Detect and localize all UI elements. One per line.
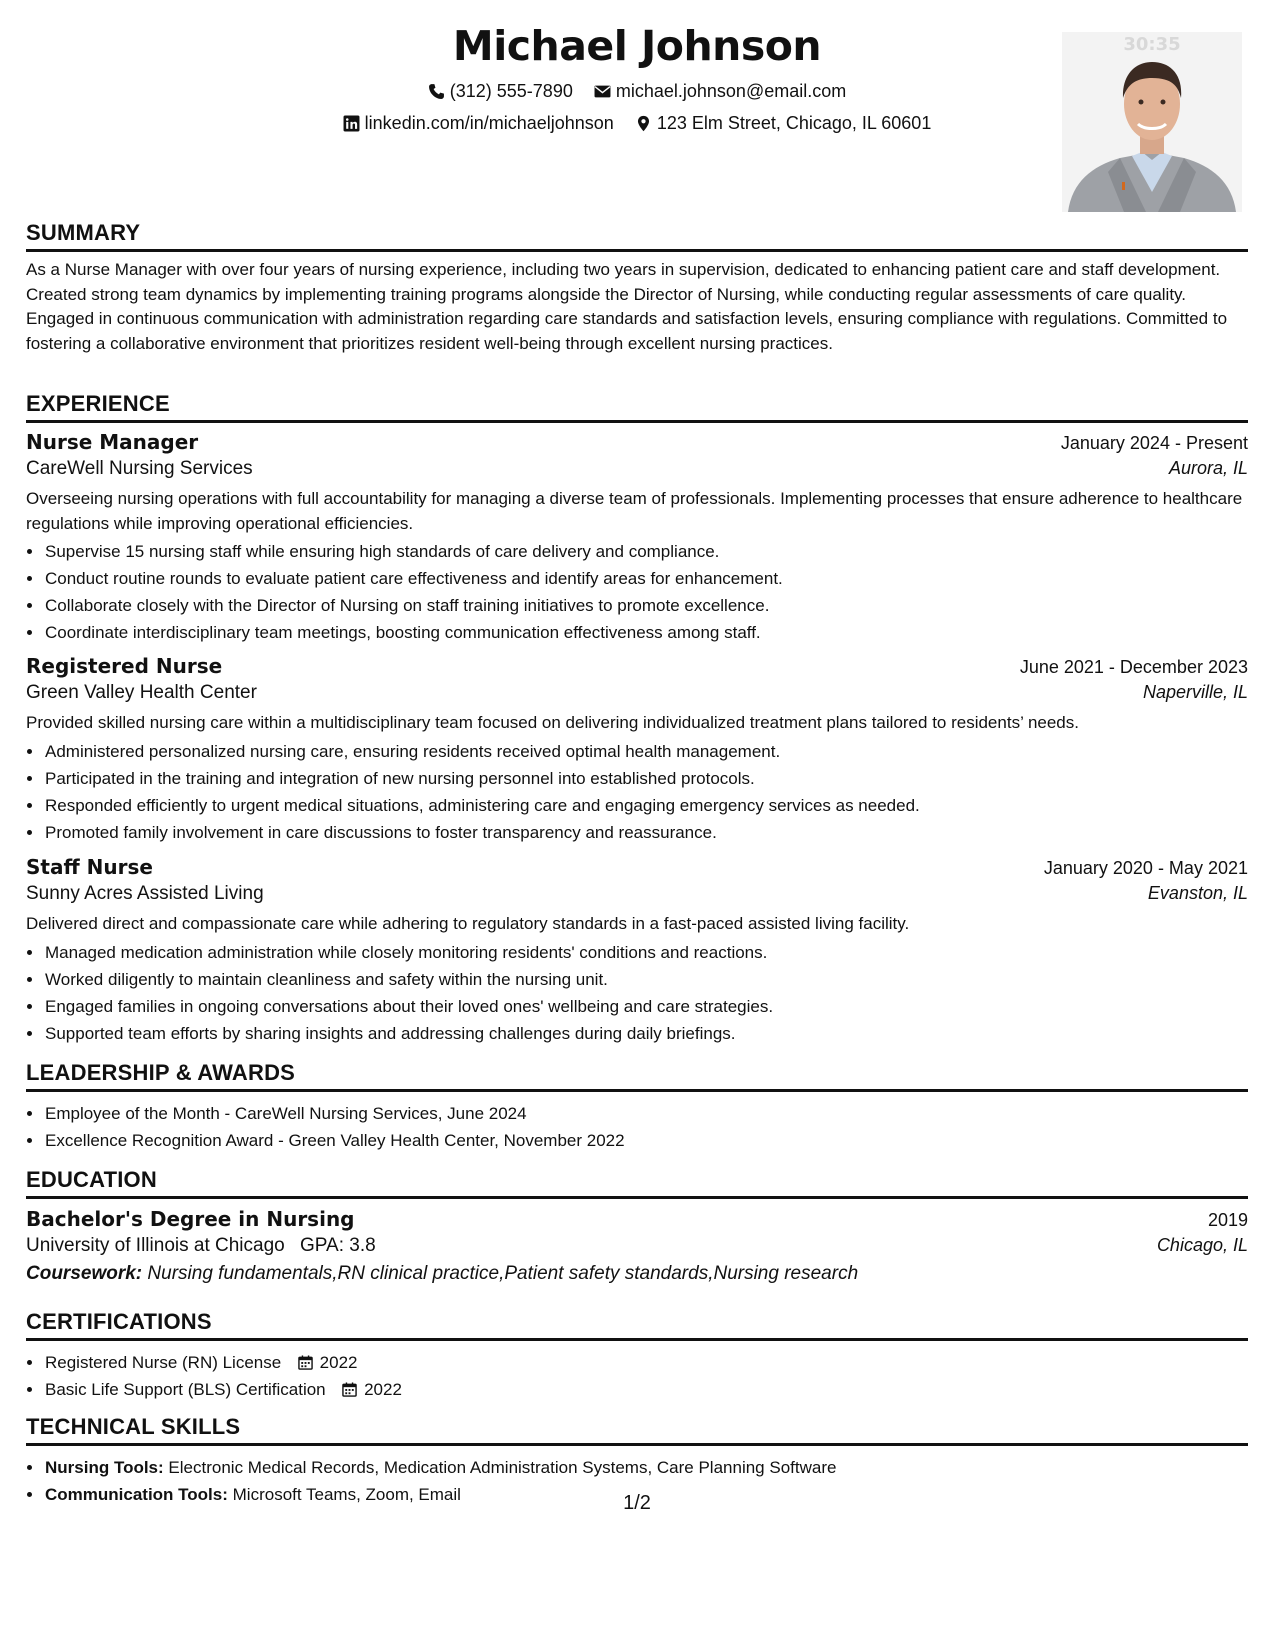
phone-number: (312) 555-7890 (449, 81, 573, 101)
job-entry (26, 654, 1248, 846)
calendar-icon (298, 1355, 313, 1370)
job-bullets (26, 738, 1248, 846)
awards-list (26, 1100, 1248, 1154)
candidate-name: Michael Johnson (452, 22, 822, 70)
section-title-education: EDUCATION (26, 1167, 1248, 1199)
skill-values: Microsoft Teams, Zoom, Email (232, 1485, 461, 1504)
linkedin-icon (343, 115, 360, 132)
portrait-image (1062, 32, 1242, 212)
linkedin-contact[interactable] (343, 112, 614, 134)
job-entry (26, 430, 1248, 646)
coursework-label: Coursework: (26, 1263, 143, 1284)
job-entry (26, 855, 1248, 1047)
certification-year: 2022 (319, 1353, 358, 1372)
education-section (26, 1167, 1248, 1285)
email-contact[interactable] (594, 80, 846, 102)
certifications-section (26, 1309, 1248, 1403)
certification-year: 2022 (364, 1380, 402, 1399)
linkedin-url[interactable]: linkedin.com/in/michaeljohnson (364, 113, 614, 133)
address-contact (635, 112, 932, 134)
email-address[interactable]: michael.johnson@email.com (615, 81, 847, 101)
certification-name: Basic Life Support (BLS) Certification (45, 1380, 326, 1399)
graduation-year: 2019 (1207, 1210, 1248, 1230)
degree-name: Bachelor's Degree in Nursing (26, 1207, 355, 1231)
list-item (44, 1349, 1248, 1376)
summary-text: As a Nurse Manager with over four years of nursing experience, including two years in supervision, dedicated to enhancing patient care and staff development. Created strong team dynamics by implementing training programs alongside the Director of Nursing, while conducting regular assessments of care quality. Engaged in continuous communication with administration regarding care standards and satisfaction levels, ensuring compliance with regulations. Committed to fostering a collaborative environment that prioritizes resident well-being through excellent nursing practices. (26, 260, 1228, 353)
list-item: • Coordinate interdisciplinary team meetings, boosting communication effectiveness among staff. (44, 619, 1248, 646)
job-bullets (26, 939, 1248, 1047)
list-item (44, 1376, 1248, 1403)
list-item: • Supported team efforts by sharing insights and addressing challenges during daily briefings. (44, 1020, 1248, 1047)
job-title: Staff Nurse (26, 855, 153, 879)
list-item: • Engaged families in ongoing conversations about their loved ones' wellbeing and care strategies. (44, 993, 1248, 1020)
job-dates: January 2024 - Present (1060, 433, 1248, 453)
map-pin-icon (635, 115, 652, 132)
job-dates: June 2021 - December 2023 (1019, 657, 1248, 677)
section-title-summary: SUMMARY (26, 220, 1248, 252)
phone-icon (428, 83, 445, 100)
certification-name: Registered Nurse (RN) License (45, 1353, 282, 1372)
job-location: Evanston, IL (1147, 883, 1248, 903)
job-company: CareWell Nursing Services (26, 458, 253, 479)
job-location: Naperville, IL (1142, 682, 1248, 702)
list-item: • Promoted family involvement in care discussions to foster transparency and reassurance. (44, 819, 1248, 846)
summary-section (26, 220, 1248, 356)
list-item: • Supervise 15 nursing staff while ensuring high standards of care delivery and compliance. (44, 538, 1248, 565)
photo-overlay-text: 30:35 (1123, 34, 1181, 55)
section-title-experience: EXPERIENCE (26, 391, 1248, 423)
list-item: • Responded efficiently to urgent medical situations, administering care and engaging emergency services as needed. (44, 792, 1248, 819)
list-item (44, 1454, 1248, 1481)
resume-page (26, 0, 1248, 1650)
job-description: Overseeing nursing operations with full accountability for managing a diverse team of professionals. Implementing processes that ensure adherence to healthcare regulations while improving operational efficiencies. (26, 489, 1243, 533)
gpa: GPA: 3.8 (300, 1235, 376, 1256)
job-dates: January 2020 - May 2021 (1043, 858, 1248, 878)
job-location: Aurora, IL (1168, 458, 1248, 478)
job-title: Nurse Manager (26, 430, 199, 454)
profile-photo (1062, 32, 1242, 212)
job-description: Delivered direct and compassionate care while adhering to regulatory standards in a fast-paced assisted living facility. (26, 914, 910, 933)
skill-category: Nursing Tools: (45, 1458, 164, 1477)
list-item: • Worked diligently to maintain cleanliness and safety within the nursing unit. (44, 966, 1248, 993)
job-company: Green Valley Health Center (26, 682, 257, 703)
job-title: Registered Nurse (26, 654, 223, 678)
coursework-line (26, 1263, 1248, 1285)
list-item: • Participated in the training and integration of new nursing personnel into established protocols. (44, 765, 1248, 792)
skill-values: Electronic Medical Records, Medication Administration Systems, Care Planning Software (168, 1458, 837, 1477)
list-item: • Managed medication administration while closely monitoring residents' conditions and reactions. (44, 939, 1248, 966)
school-location: Chicago, IL (1156, 1235, 1248, 1255)
experience-section (26, 391, 1248, 423)
list-item: • Administered personalized nursing care, ensuring residents received optimal health management. (44, 738, 1248, 765)
list-item: • Employee of the Month - CareWell Nursing Services, June 2024 (44, 1100, 1248, 1127)
street-address: 123 Elm Street, Chicago, IL 60601 (656, 113, 932, 133)
job-bullets (26, 538, 1248, 646)
calendar-icon (342, 1382, 357, 1397)
list-item: • Conduct routine rounds to evaluate patient care effectiveness and identify areas for enhancement. (44, 565, 1248, 592)
job-company: Sunny Acres Assisted Living (26, 883, 264, 904)
coursework-list: Nursing fundamentals,RN clinical practice,Patient safety standards,Nursing research (147, 1263, 859, 1284)
list-item: • Collaborate closely with the Director of Nursing on staff training initiatives to promote excellence. (44, 592, 1248, 619)
section-title-certifications: CERTIFICATIONS (26, 1309, 1248, 1341)
job-description: Provided skilled nursing care within a multidisciplinary team focused on delivering individualized treatment plans tailored to residents’ needs. (26, 713, 1079, 732)
awards-section (26, 1060, 1248, 1154)
school-name: University of Illinois at Chicago (26, 1235, 285, 1256)
section-title-skills: TECHNICAL SKILLS (26, 1414, 1248, 1446)
skill-category: Communication Tools: (45, 1485, 228, 1504)
list-item: • Excellence Recognition Award - Green Valley Health Center, November 2022 (44, 1127, 1248, 1154)
certifications-list (26, 1349, 1248, 1403)
page-number: 1/2 (623, 1492, 651, 1514)
phone-contact (428, 80, 573, 102)
section-title-awards: LEADERSHIP & AWARDS (26, 1060, 1248, 1092)
envelope-icon (594, 83, 611, 100)
